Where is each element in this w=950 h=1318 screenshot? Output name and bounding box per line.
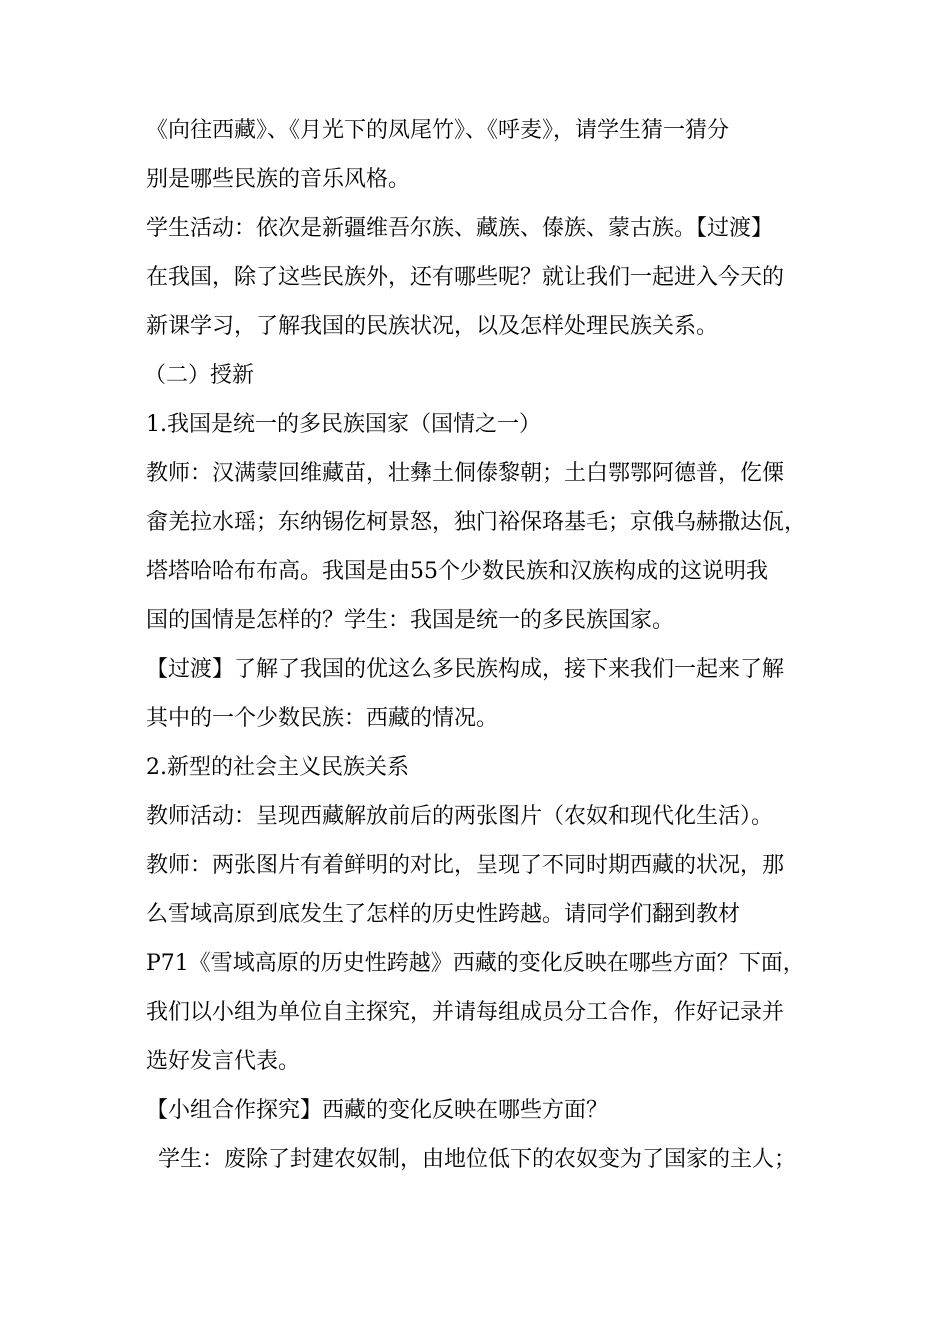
- text-line: 别是哪些民族的音乐风格。: [146, 167, 411, 192]
- text-line: 国的国情是怎样的？学生：我国是统一的多民族国家。: [146, 608, 675, 633]
- text-line: 新课学习，了解我国的民族状况，以及怎样处理民族关系。: [146, 314, 719, 339]
- text-line: 学生：废除了封建农奴制，由地位低下的农奴变为了国家的主人；: [158, 1147, 797, 1172]
- text-line: P71《雪域高原的历史性跨越》西藏的变化反映在哪些方面？下面，: [146, 951, 805, 976]
- section-heading: （二）授新: [144, 363, 255, 388]
- text-line: 教师：两张图片有着鲜明的对比，呈现了不同时期西藏的状况，那: [146, 853, 785, 878]
- text-line: 【小组合作探究】西藏的变化反映在哪些方面？: [146, 1098, 609, 1123]
- text-line: 在我国，除了这些民族外，还有哪些呢？就让我们一起进入今天的: [146, 265, 785, 290]
- text-line: 么雪域高原到底发生了怎样的历史性跨越。请同学们翻到教材: [146, 902, 741, 927]
- text-line: 学生活动：依次是新疆维吾尔族、藏族、傣族、蒙古族。【过渡】: [146, 216, 774, 241]
- text-line: 《向往西藏》、《月光下的凤尾竹》、《呼麦》，请学生猜一猜分: [146, 118, 730, 143]
- text-line: 教师：汉满蒙回维藏苗，壮彝土侗傣黎朝；土白鄂鄂阿德普，仡傈: [146, 461, 785, 486]
- text-line: 选好发言代表。: [146, 1049, 301, 1074]
- subsection-heading: 1.我国是统一的多民族国家（国情之一）: [146, 412, 541, 437]
- text-line: 教师活动：呈现西藏解放前后的两张图片（农奴和现代化生活）。: [146, 804, 774, 829]
- text-line: 【过渡】了解了我国的优这么多民族构成，接下来我们一起来了解: [146, 657, 785, 682]
- document-body: [146, 106, 826, 1184]
- text-line: 畲羌拉水瑶；东纳锡仡柯景怒，独门裕保珞基毛；京俄乌赫撒达佤，: [146, 510, 807, 535]
- text-line: 我们以小组为单位自主探究，并请每组成员分工合作，作好记录并: [146, 1000, 785, 1025]
- text-line: 塔塔哈哈布布高。我国是由55个少数民族和汉族构成的这说明我: [146, 559, 768, 584]
- subsection-heading: 2.新型的社会主义民族关系: [146, 755, 409, 780]
- text-line: 其中的一个少数民族：西藏的情况。: [146, 706, 499, 731]
